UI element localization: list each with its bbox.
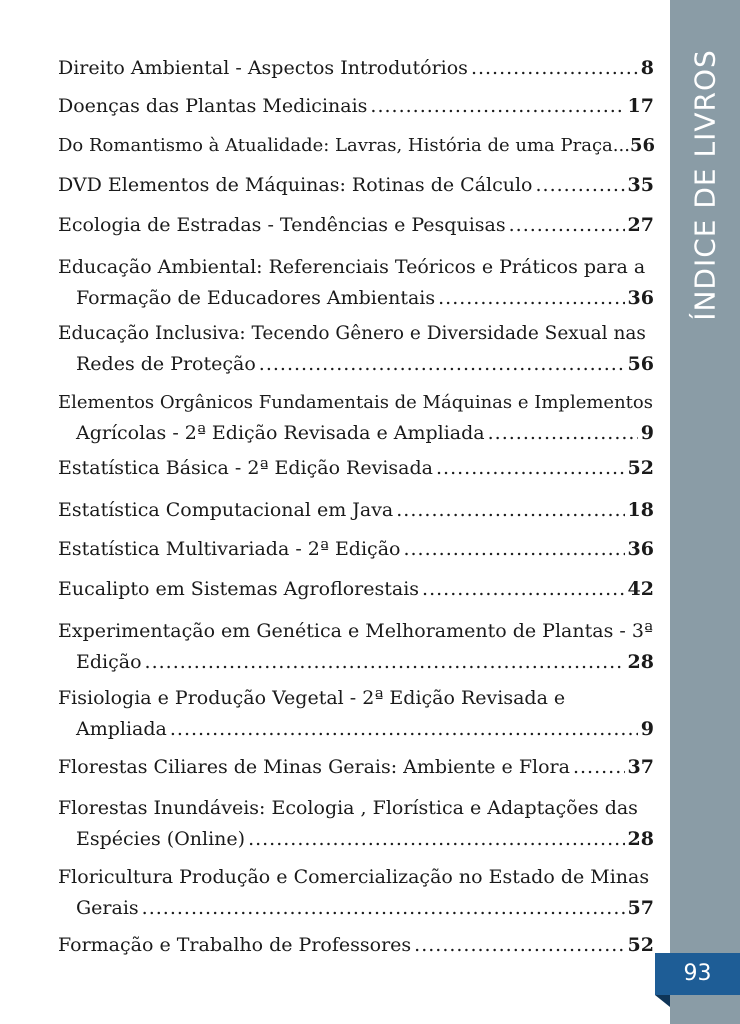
index-entry bbox=[58, 318, 654, 380]
index-entry bbox=[58, 930, 654, 961]
dot-leader bbox=[142, 893, 625, 924]
entry-page: 52 bbox=[627, 934, 654, 956]
entry-title-line2: Gerais bbox=[76, 897, 139, 919]
entry-page: 18 bbox=[627, 499, 654, 521]
entry-title: Direito Ambiental - Aspectos Introdutórios bbox=[58, 57, 468, 79]
entry-page: 35 bbox=[627, 174, 654, 196]
dot-leader bbox=[422, 574, 625, 605]
entry-title: Ecologia de Estradas - Tendências e Pesquisas bbox=[58, 214, 506, 236]
dot-leader bbox=[170, 714, 638, 745]
entry-title: Formação e Trabalho de Professores bbox=[58, 934, 412, 956]
entry-title: Doenças das Plantas Medicinais bbox=[58, 95, 368, 117]
dot-leader bbox=[488, 418, 638, 449]
index-entry bbox=[58, 862, 654, 924]
entry-title-line1: Elementos Orgânicos Fundamentais de Máquinas e Implementos bbox=[58, 392, 653, 413]
entry-title: Estatística Computacional em Java bbox=[58, 499, 394, 521]
entry-title-line1: Experimentação em Genética e Melhoramento de Plantas - 3ª bbox=[58, 620, 653, 642]
index-entry bbox=[58, 793, 654, 855]
entry-page: 56 bbox=[629, 135, 655, 156]
index-entry bbox=[58, 53, 654, 84]
dot-leader bbox=[370, 91, 624, 122]
entry-title: Eucalipto em Sistemas Agroflorestais bbox=[58, 578, 420, 600]
entry-page: 36 bbox=[627, 287, 654, 309]
entry-page: 42 bbox=[627, 578, 654, 600]
dot-leader bbox=[248, 824, 624, 855]
dot-leader bbox=[259, 349, 625, 380]
index-entry bbox=[58, 752, 654, 783]
entry-title: Estatística Básica - 2ª Edição Revisada bbox=[58, 457, 433, 479]
page-number: 93 bbox=[683, 961, 712, 986]
index-entry bbox=[58, 210, 654, 241]
dot-leader bbox=[438, 283, 624, 314]
entry-title: Do Romantismo à Atualidade: Lavras, História de uma Praça... bbox=[58, 135, 630, 156]
entry-page: 9 bbox=[640, 422, 654, 444]
entry-page: 57 bbox=[627, 897, 654, 919]
entry-page: 56 bbox=[627, 353, 654, 375]
dot-leader bbox=[509, 210, 625, 241]
index-entry bbox=[58, 130, 654, 161]
dot-leader bbox=[414, 930, 624, 961]
entry-page: 37 bbox=[627, 756, 654, 778]
entry-page: 27 bbox=[627, 214, 654, 236]
index-entry bbox=[58, 252, 654, 314]
entry-page: 28 bbox=[627, 828, 654, 850]
entry-page: 9 bbox=[640, 718, 654, 740]
dot-leader bbox=[436, 453, 625, 484]
entry-title-line2: Agrícolas - 2ª Edição Revisada e Ampliada bbox=[76, 422, 485, 444]
entry-title-line1: Floricultura Produção e Comercialização no Estado de Minas bbox=[58, 866, 650, 888]
entry-page: 36 bbox=[627, 538, 654, 560]
entry-title-line1: Educação Ambiental: Referenciais Teóricos e Práticos para a bbox=[58, 256, 646, 278]
dot-leader bbox=[573, 752, 625, 783]
entry-title: Estatística Multivariada - 2ª Edição bbox=[58, 538, 401, 560]
section-title: ÍNDICE DE LIVROS bbox=[688, 49, 722, 321]
dot-leader bbox=[396, 495, 624, 526]
entry-title: Florestas Ciliares de Minas Gerais: Ambiente e Flora bbox=[58, 756, 570, 778]
index-entry bbox=[58, 683, 654, 745]
index-entry bbox=[58, 534, 654, 565]
entry-page: 28 bbox=[627, 651, 654, 673]
index-entry bbox=[58, 170, 654, 201]
entry-title-line2: Edição bbox=[76, 651, 142, 673]
entry-title-line1: Educação Inclusiva: Tecendo Gênero e Diversidade Sexual nas bbox=[58, 323, 646, 344]
dot-leader bbox=[536, 170, 625, 201]
entry-title-line1: Florestas Inundáveis: Ecologia , Florística e Adaptações das bbox=[58, 797, 638, 819]
entry-page: 52 bbox=[627, 457, 654, 479]
entry-title-line2: Espécies (Online) bbox=[76, 828, 246, 850]
index-entry bbox=[58, 574, 654, 605]
dot-leader bbox=[403, 534, 624, 565]
page-tab-fold bbox=[655, 995, 670, 1007]
index-entry bbox=[58, 453, 654, 484]
entry-page: 8 bbox=[640, 57, 654, 79]
dot-leader bbox=[471, 53, 638, 84]
entry-title: DVD Elementos de Máquinas: Rotinas de Cálculo bbox=[58, 174, 533, 196]
entry-title-line1: Fisiologia e Produção Vegetal - 2ª Edição Revisada e bbox=[58, 687, 566, 709]
entry-title-line2: Ampliada bbox=[76, 718, 167, 740]
dot-leader bbox=[145, 647, 625, 678]
index-entry bbox=[58, 495, 654, 526]
entry-title-line2: Formação de Educadores Ambientais bbox=[76, 287, 436, 309]
index-entry bbox=[58, 616, 654, 678]
index-entry bbox=[58, 387, 654, 449]
index-entry bbox=[58, 91, 654, 122]
entry-page: 17 bbox=[627, 95, 654, 117]
entry-title-line2: Redes de Proteção bbox=[76, 353, 256, 375]
